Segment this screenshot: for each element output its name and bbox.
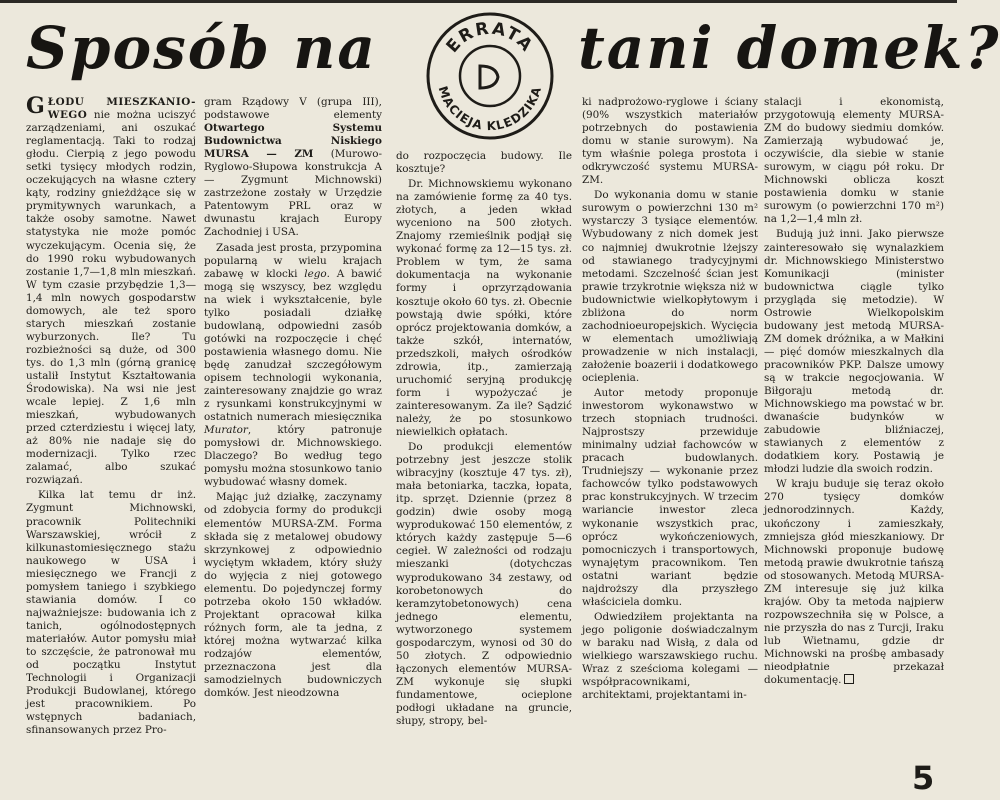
paragraph: Odwiedziłem projektanta na jego poligonie doświadczalnym w baraku nad Wisłą, z dala od wielkiego warszawskiego ruchu. Wraz z sześcioma kolegami — współpracownikami, architektami, projektantami in- (582, 610, 758, 702)
page-number: 5 (912, 759, 935, 797)
lego-italic: lego (304, 267, 327, 280)
paragraph (764, 478, 944, 687)
paragraph: Budują już inni. Jako pierwsze zainteresowało się wynalazkiem dr. Michnowskiego Ministerstwo Komunikacji (minister budownictwa ciągle tylko przygląda się metodzie). W Ostrowie Wielkopolskim budowany jest metodą MURSA-ZM domek dróżnika, a w Małkini — pięć domów mieszkalnych dla pracowników PKP. Dalsze umowy są w trakcie negocjowania. W Biłgoraju metodą dr. Michnowskiego ma powstać w br. dwanaście budynków w zabudowie bliźniaczej, stawianych z elementów z dodatkiem kory. Postawią je młodzi ludzie dla swoich rodzin. (764, 228, 944, 476)
lead-text: nie można uciszyć zarządzeniami, ani oszukać reglamentacją. Taki to rodzaj głodu. Cierpią z jego powodu setki tysięcy młodych rodzin, oczekujących na własne cztery kąty, rodziny gnieżdżące się w prymitywnych warunkach, a także osoby samotne. Nawet statystyka nie może pomóc wyczekującym. Ocenia się, że do 1990 roku wybudowanych zostanie 1,7—1,8 mln mieszkań. W tym czasie przybędzie 1,3—1,4 mln nowych gospodarstw domowych, ale też sporo starych mieszkań zostanie wyburzonych. Ile? Tu rozbieżności są duże, od 300 tys. do 1,3 mln (górną granicę ustalił Instytut Kształtowania Środowiska). Na wsi nie jest wcale lepiej. Z 1,6 mln mieszkań, wybudowanych przed czterdziestu i więcej laty, aż 80% nie nadaje się do modernizacji. Tylko rzec zalamać, albo szukać rozwiązań. (26, 109, 196, 487)
article-column-2 (204, 96, 382, 786)
end-of-article-icon (844, 674, 854, 684)
stamp-d-mark-icon (480, 66, 498, 88)
paragraph: ki nadprożowo-ryglowe i ściany (90% wszystkich materiałów potrzebnych do postawienia domu w stanie surowym). Na tym właśnie polega prostota i odkrywczość systemu MURSA-ZM. (582, 96, 758, 187)
paragraph: Do produkcji elementów potrzebny jest jeszcze stolik wibracyjny (kosztuje 47 tys. zł), mała betoniarka, taczka, łopata, itp. sprzęt. Dziennie (przez 8 godzin) dwie osoby mogą wyprodukować 150 elementów, z których każdy zastępuje 5—6 cegieł. W zależności od rodzaju mieszanki (dotychczas wyprodukowano 34 zestawy, od korobetonowych do keramzytobetonowych) cena jednego elementu, wytworzonego systemem gospodarczym, wynosi od 30 do 50 złotych. Z odpowiednio łączonych elementów MURSA-ZM wykonuje się słupki fundamentowe, ocieplone podłogi układane na gruncie, słupy, stropy, bel- (396, 441, 572, 728)
article-column-3 (396, 150, 572, 790)
murator-italic: Murator (204, 424, 248, 437)
headline-right: tani domek? (578, 14, 1000, 82)
stamp-top-text: ERRATA (442, 18, 538, 57)
paragraph (204, 242, 382, 490)
lead-paragraph (26, 93, 196, 487)
paragraph: Do wykonania domu w stanie surowym o powierzchni 130 m² wystarczy 3 tysiące elementów. Wybudowany z nich domek jest co najmniej dwukrotnie lżejszy od stawianego tradycyjnymi metodami. Szczelność ścian jest prawie trzykrotnie większa niż w budownictwie wielkopłytowym i zbliżona do norm zachodnioeuropejskich. Wycięcia w elementach umożliwiają prowadzenie w nich instalacji, założenie boazerii i dodatkowego ocieplenia. (582, 189, 758, 384)
text-run: , który patronuje pomysłowi dr. Michnowskiego. Dlaczego? Bo według tego pomysłu można stosunkowo tanio wybudować własny domek. (204, 424, 382, 489)
article-column-5 (764, 96, 944, 786)
text-run: gram Rządowy V (grupa III), podstawowe elementy (204, 96, 382, 122)
article-column-1 (26, 93, 196, 786)
stamp-bottom-text: MACIEJA KLEDZIKA (435, 84, 545, 134)
paragraph: Mając już działkę, zaczynamy od zdobycia formy do produkcji elementów MURSA-ZM. Forma składa się z metalowej obudowy skrzynkowej z odpowiednio wyciętym wkładem, który służy do wyjęcia z niej gotowego elementu. Do pojedynczej formy potrzeba około 150 wkładów. Projektant opracował kilka różnych form, ale ta jedna, z której można wytwarzać kilka rodzajów elementów, przeznaczona jest dla samodzielnych budowniczych domków. Jest nieodzowna (204, 491, 382, 700)
text-run: W kraju buduje się teraz około 270 tysięcy domków jednorodzinnych. Każdy, ukończony i zamieszkały, zmniejsza głód mieszkaniowy. Dr Michnowski proponuje budowę metodą prawie dwukrotnie tańszą od stosowanych. Metodą MURSA-ZM interesuje się już kilka krajów. Oby ta metoda najpierw rozpowszechniła się w Polsce, a nie przyszła do nas z Turcji, Iraku lub Wietnamu, gdzie dr Michnowski na prośbę ambasady nieodpłatnie przekazał dokumentację. (764, 478, 944, 687)
paragraph: do rozpoczęcia budowy. Ile kosztuje? (396, 150, 572, 176)
article-column-4 (582, 96, 758, 786)
text-run: . A bawić mogą się wszyscy, bez względu na wiek i wykształcenie, byle tylko posiadali działkę budowlaną, odpowiedni zasób gotówki na rozpoczęcie i chęć postawienia własnego domu. Nie będę zanudzał szczegółowym opisem technologii wykonania, zainteresowany znajdzie go wraz z rysunkami konstrukcyjnymi w ostatnich numerach miesięcznika (204, 267, 383, 424)
paragraph: stalacji i ekonomistą, przygotowują elementy MURSA-ZM do budowy siedmiu domków. Zamierzają wybudować je, oczywiście, dla siebie w stanie surowym, w ciągu pół roku. Dr Michnowski oblicza koszt postawienia domku w stanie surowym (o powierzchni 170 m²) na 1,2—1,4 mln zł. (764, 96, 944, 226)
top-rule (0, 0, 957, 3)
paragraph (204, 96, 382, 240)
headline-left: Sposób na (26, 14, 377, 82)
lead-caps: ŁODU MIESZKANIO-WEGO (47, 96, 196, 122)
paragraph: Kilka lat temu dr inż. Zygmunt Michnowski, pracownik Politechniki Warszawskiej, wrócił z kilkunastomiesięcznego stażu naukowego w USA i miesięcznego we Francji z pomysłem taniego i szybkiego stawiania domów. I co najważniejsze: budowania ich z tanich, ogólnodostępnych materiałów. Autor pomysłu miał to szczęście, że patronował mu od początku Instytut Technologii i Organizacji Produkcji Budowlanej, którego jest pracownikiem. Po wstępnych badaniach, sfinansowanych przez Pro- (26, 489, 196, 737)
errata-stamp-icon (420, 6, 560, 146)
text-run: (Murowo-Ryglowo-Słupowa konstrukcja A — Zygmunt Michnowski) zastrzeżone zostały w Urzędzie Patentowym PRL oraz w dwunastu krajach Europy Zachodniej i USA. (204, 148, 382, 239)
paragraph: Dr. Michnowskiemu wykonano na zamówienie formę za 40 tys. złotych, a jeden wkład wyceniono na 500 złotych. Znajomy rzemieślnik podjął się wykonać formę za 12—15 tys. zł. Problem w tym, że sama dokumentacja na wykonanie formy i oprzyrządowania kosztuje około 60 tys. zł. Obecnie powstają dwie spółki, które oprócz projektowania domków, a także szkół, internatów, przedszkoli, małych ośrodków zdrowia, itp., zamierzają uruchomić seryjną produkcję form i wypożyczać je zainteresowanym. Za ile? Sądzić należy, że po stosunkowo niewielkich opłatach. (396, 178, 572, 438)
drop-cap: G (26, 93, 45, 119)
text-run: Zasada jest prosta, przypomina popularną w wielu krajach zabawę w klocki (204, 241, 382, 280)
paragraph: Autor metody proponuje inwestorom wykonawstwo w trzech stopniach trudności. Najprostszy przewiduje minimalny udział fachowców w pracach budowlanych. Trudniejszy — wykonanie przez fachowców tylko podstawowych prac konstrukcyjnych. W trzecim wariancie inwestor zleca wykonanie wszystkich prac, oprócz wykończeniowych, pomocniczych i transportowych, wynajętym pracownikom. Ten ostatni wariant będzie najdroższy dla przyszłego właściciela domku. (582, 387, 758, 608)
system-name-bold: Otwartego Systemu Budownictwa Niskiego MURSA — ZM (204, 122, 382, 161)
